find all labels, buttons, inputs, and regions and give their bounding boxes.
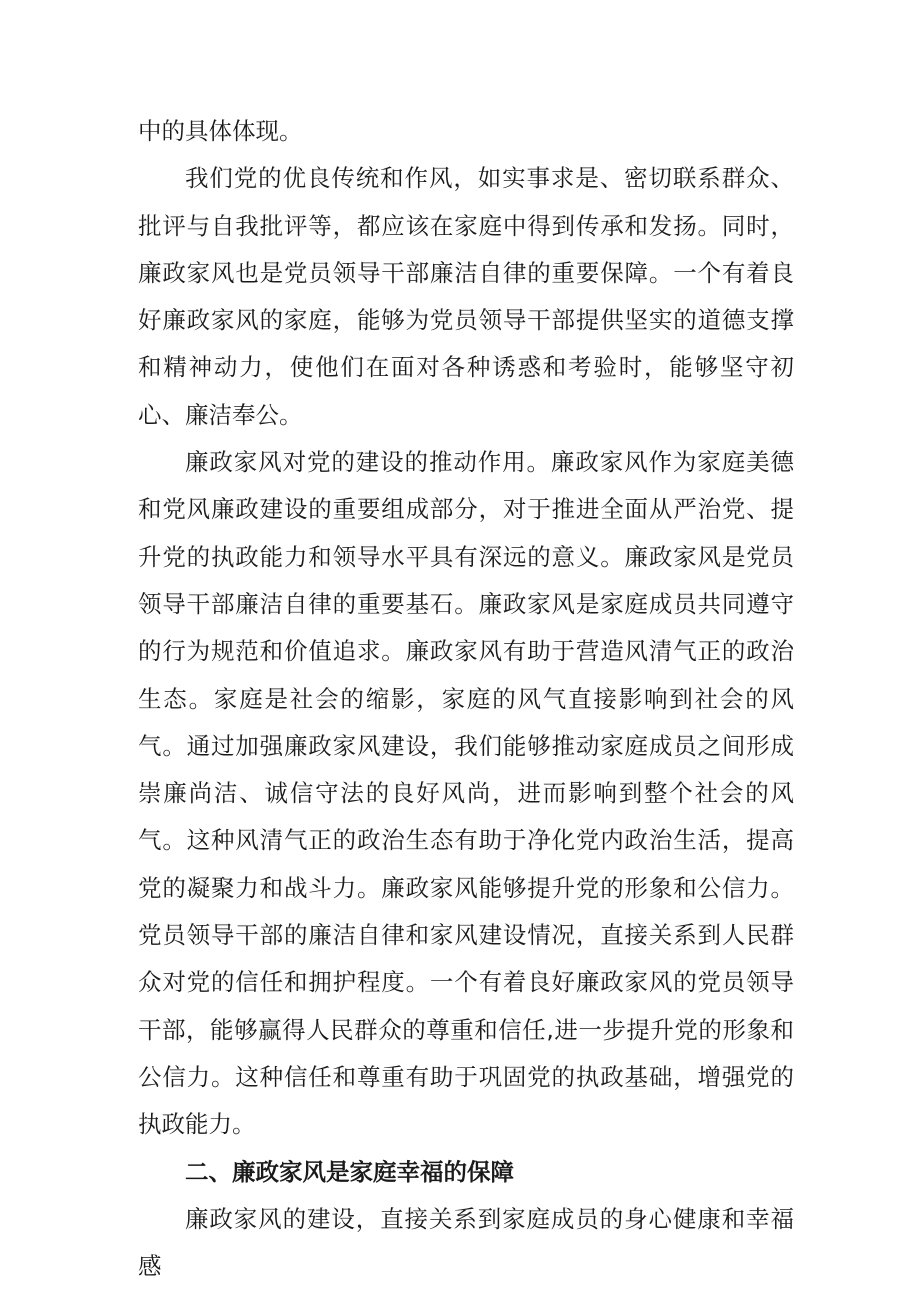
document-body	[138, 108, 794, 1290]
paragraph-party-building: 廉政家风对党的建设的推动作用。廉政家风作为家庭美德和党风廉政建设的重要组成部分，对于推进全面从严治党、提升党的执政能力和领导水平具有深远的意义。廉政家风是党员领导干部廉洁自律的重要基石。廉政家风是家庭成员共同遵守的行为规范和价值追求。廉政家风有助于营造风清气正的政治生态。家庭是社会的缩影，家庭的风气直接影响到社会的风气。通过加强廉政家风建设，我们能够推动家庭成员之间形成崇廉尚洁、诚信守法的良好风尚，进而影响到整个社会的风气。这种风清气正的政治生态有助于净化党内政治生活，提高党的凝聚力和战斗力。廉政家风能够提升党的形象和公信力。党员领导干部的廉洁自律和家风建设情况，直接关系到人民群众对党的信任和拥护程度。一个有着良好廉政家风的党员领导干部，能够赢得人民群众的尊重和信任,进一步提升党的形象和公信力。这种信任和尊重有助于巩固党的执政基础，增强党的执政能力。	[138, 448, 794, 1139]
paragraph-continuation: 中的具体体现。	[138, 117, 303, 145]
section-heading: 二、廉政家风是家庭幸福的保障	[185, 1157, 514, 1186]
paragraph-family-happiness: 廉政家风的建设，直接关系到家庭成员的身心健康和幸福感	[138, 1204, 794, 1281]
paragraph-party-traditions: 我们党的优良传统和作风，如实事求是、密切联系群众、批评与自我批评等，都应该在家庭中得到传承和发扬。同时，廉政家风也是党员领导干部廉洁自律的重要保障。一个有着良好廉政家风的家庭，能够为党员领导干部提供坚实的道德支撑和精神动力，使他们在面对各种诱惑和考验时，能够坚守初心、廉洁奉公。	[138, 164, 794, 429]
